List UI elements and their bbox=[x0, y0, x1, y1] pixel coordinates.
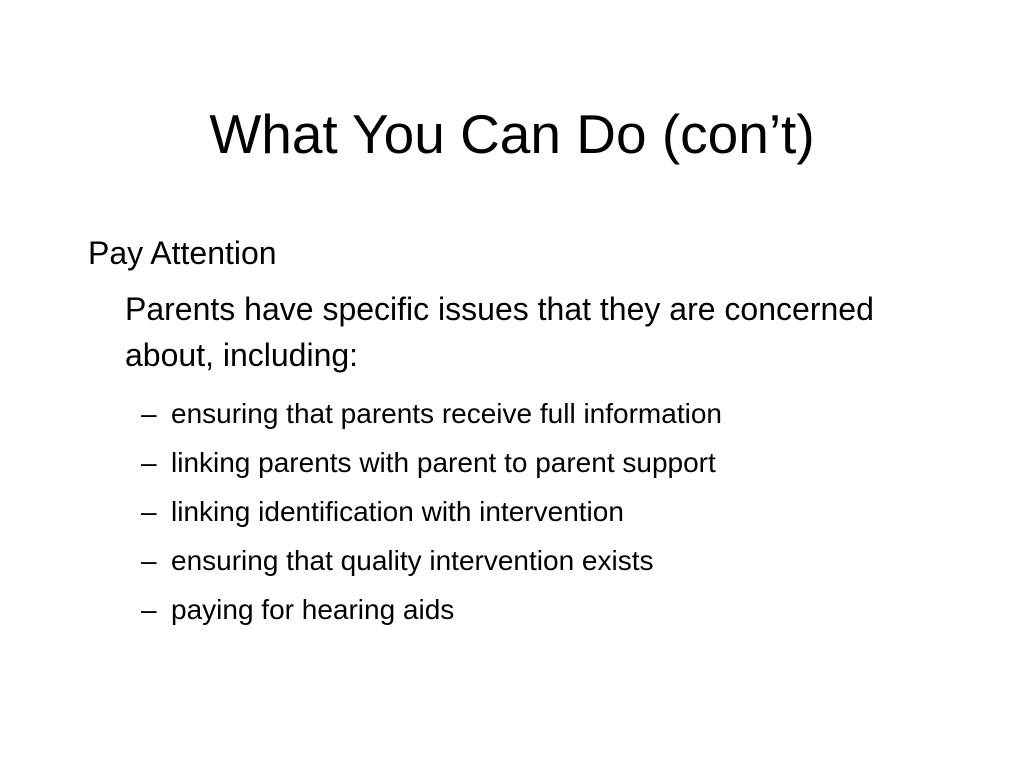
dash-bullet-icon: – bbox=[141, 447, 157, 478]
list-item bbox=[141, 536, 722, 585]
list-item-text: ensuring that quality intervention exists bbox=[171, 545, 654, 576]
list-item bbox=[141, 389, 722, 438]
list-item bbox=[141, 487, 722, 536]
list-item bbox=[141, 585, 722, 634]
list-item-text: paying for hearing aids bbox=[171, 594, 455, 625]
list-item bbox=[141, 438, 722, 487]
dash-bullet-icon: – bbox=[141, 594, 157, 625]
section-heading: Pay Attention bbox=[88, 235, 277, 271]
slide-title: What You Can Do (con’t) bbox=[209, 103, 815, 165]
dash-bullet-icon: – bbox=[141, 545, 157, 576]
dash-bullet-icon: – bbox=[141, 496, 157, 527]
list-item-text: ensuring that parents receive full information bbox=[171, 398, 722, 429]
sub-bullet-list bbox=[141, 389, 722, 634]
list-item-text: linking identification with intervention bbox=[171, 496, 624, 527]
list-item-text: linking parents with parent to parent support bbox=[171, 447, 716, 478]
dash-bullet-icon: – bbox=[141, 398, 157, 429]
intro-paragraph: Parents have specific issues that they are concerned about, including: bbox=[125, 291, 874, 373]
